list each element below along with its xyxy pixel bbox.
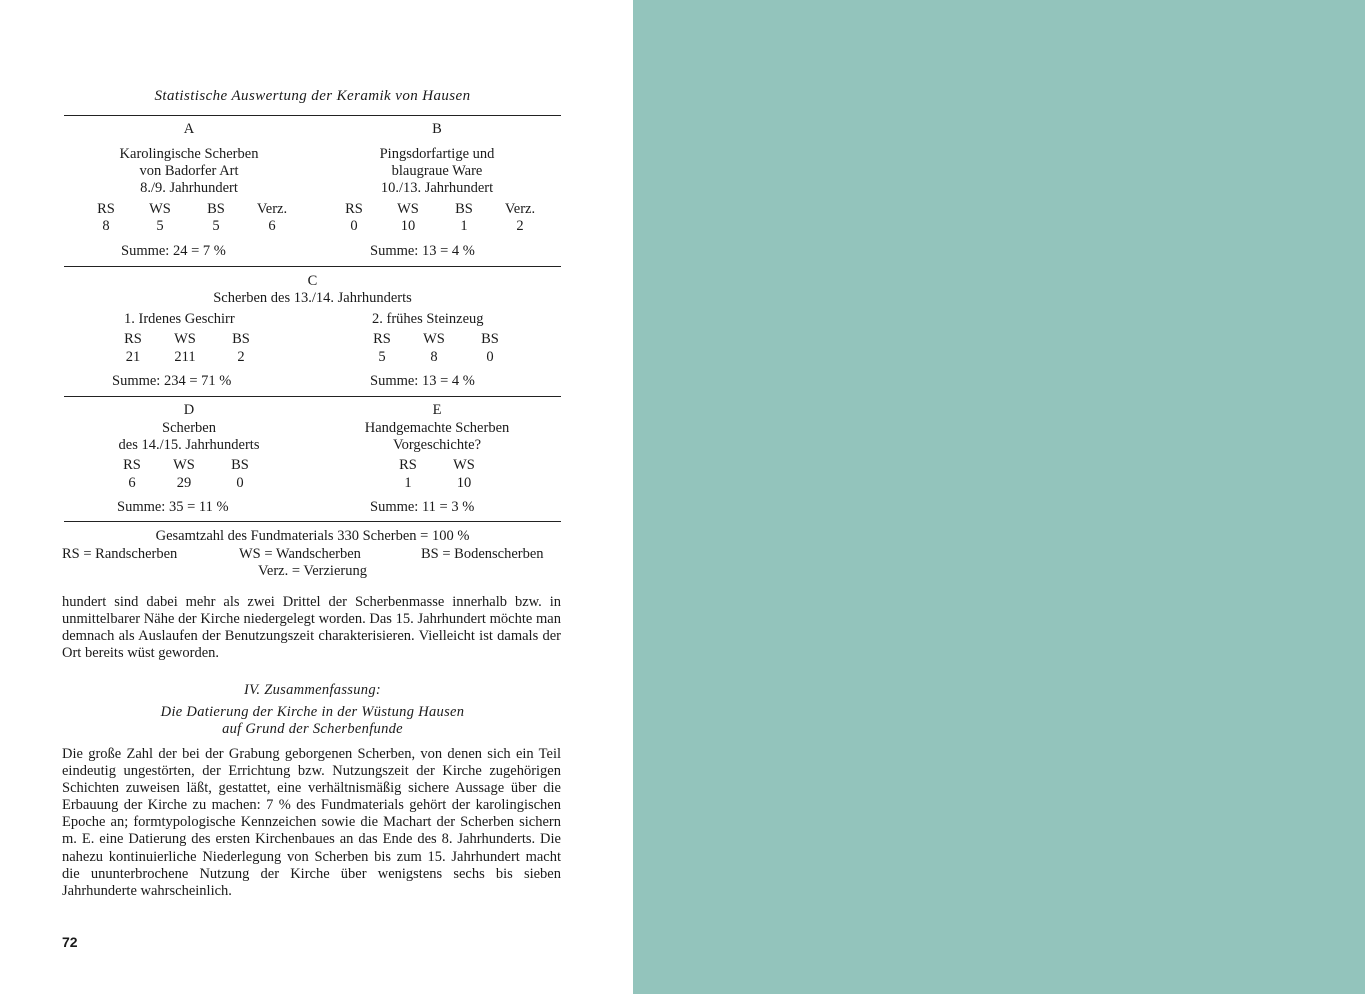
block-a-line: 8./9. Jahrhundert — [140, 180, 238, 196]
block-e-line: Handgemachte Scherben — [364, 420, 510, 436]
block-a-line: von Badorfer Art — [139, 163, 239, 179]
col-header: WS — [397, 201, 419, 217]
block-e-sum: Summe: 11 = 3 % — [370, 499, 475, 515]
block-e-letter: E — [432, 402, 442, 418]
block-a-headers — [80, 201, 300, 218]
col-header: BS — [455, 201, 473, 217]
block-c-right-label: 2. frühes Steinzeug — [372, 311, 484, 327]
block-b-values — [328, 218, 548, 235]
col-header: BS — [232, 331, 250, 347]
total-line: Gesamtzahl des Fundmaterials 330 Scherben = 100 % — [155, 528, 470, 544]
col-header: RS — [124, 331, 142, 347]
block-e-headers — [384, 457, 496, 474]
cell-value: 10 — [456, 475, 472, 491]
block-d-headers — [108, 457, 268, 474]
cell-value: 29 — [176, 475, 192, 491]
cell-value: 6 — [268, 218, 276, 234]
block-c-left-sum: Summe: 234 = 71 % — [112, 373, 232, 389]
legend-verz: Verz. = Verzierung — [258, 563, 367, 579]
paragraph: Die große Zahl der bei der Grabung geborgenen Scherben, von denen sich ein Teil eindeutig ungestörten, der Errichtung bzw. Nutzungszeit der Kirche zugehörigen Schichten zuweisen läßt, gestattet, eine verhältnismäßig sichere Aussage über die Erbauung der Kirche zu machen: 7 % des Fundmaterials gehört der karolingischen Epoche an; formtypologische Kennzeichen sowie die Machart der Scherben sichern m. E. eine Datierung des ersten Kirchenbaues an das Ende des 8. Jahrhunderts. Die nahezu kontinuierliche Niederlegung von Scherben bis zum 15. Jahrhundert macht die ununterbrochene Nutzung der Kirche über wenigstens sechs bis sieben Jahrhunderte wahrscheinlich. — [62, 746, 561, 899]
page-number: 72 — [62, 934, 78, 950]
col-header: WS — [149, 201, 171, 217]
cell-value: 5 — [212, 218, 220, 234]
cell-value: 5 — [378, 349, 386, 365]
block-b-sum: Summe: 13 = 4 % — [370, 243, 475, 259]
divider — [64, 115, 561, 116]
col-header: WS — [453, 457, 475, 473]
book-page — [0, 0, 633, 994]
block-c-left-values — [109, 349, 269, 366]
block-c-left-label: 1. Irdenes Geschirr — [124, 311, 235, 327]
cell-value: 1 — [460, 218, 468, 234]
cell-value: 0 — [350, 218, 358, 234]
col-header: WS — [174, 331, 196, 347]
cell-value: 21 — [125, 349, 141, 365]
col-header: BS — [231, 457, 249, 473]
block-c-right-headers — [358, 331, 518, 348]
block-d-values — [108, 475, 268, 492]
col-header: WS — [423, 331, 445, 347]
block-b-line: 10./13. Jahrhundert — [380, 180, 494, 196]
block-e-line: Vorgeschichte? — [392, 437, 482, 453]
legend-rs: RS = Randscherben — [62, 546, 178, 562]
legend-ws: WS = Wandscherben — [239, 546, 361, 562]
divider — [64, 266, 561, 267]
block-c-right-values — [358, 349, 518, 366]
cell-value: 0 — [486, 349, 494, 365]
cell-value: 6 — [128, 475, 136, 491]
block-c-letter: C — [307, 273, 318, 289]
cell-value: 10 — [400, 218, 416, 234]
block-d-line: des 14./15. Jahrhunderts — [118, 437, 260, 453]
block-d-line: Scherben — [162, 420, 216, 436]
divider — [64, 396, 561, 397]
cell-value: 5 — [156, 218, 164, 234]
block-b-letter: B — [432, 121, 442, 137]
cell-value: 8 — [430, 349, 438, 365]
col-header: RS — [97, 201, 115, 217]
col-header: RS — [345, 201, 363, 217]
block-d-sum: Summe: 35 = 11 % — [117, 499, 229, 515]
block-b-line: blaugraue Ware — [391, 163, 483, 179]
section-subheading: Die Datierung der Kirche in der Wüstung Hausen — [160, 704, 465, 720]
block-c-subtitle: Scherben des 13./14. Jahrhunderts — [213, 290, 412, 306]
block-c-right-sum: Summe: 13 = 4 % — [370, 373, 475, 389]
col-header: WS — [173, 457, 195, 473]
divider — [64, 521, 561, 522]
block-b-line: Pingsdorfartige und — [379, 146, 495, 162]
col-header: RS — [373, 331, 391, 347]
cell-value: 0 — [236, 475, 244, 491]
paragraph: hundert sind dabei mehr als zwei Drittel der Scherbenmasse innerhalb bzw. in unmittelbarer Nähe der Kirche niedergelegt worden. Das 15. Jahrhundert möchte man demnach als Auslaufen der Benutzungszeit charakterisieren. Vielleicht ist damals der Ort bereits wüst geworden. — [62, 594, 561, 662]
legend-bs: BS = Bodenscherben — [421, 546, 544, 562]
table-title: Statistische Auswertung der Keramik von Hausen — [154, 88, 471, 104]
col-header: BS — [207, 201, 225, 217]
block-a-values — [80, 218, 300, 235]
section-subheading: auf Grund der Scherbenfunde — [222, 721, 403, 737]
block-a-sum: Summe: 24 = 7 % — [121, 243, 226, 259]
col-header: RS — [123, 457, 141, 473]
background-panel — [633, 0, 1365, 994]
section-heading: IV. Zusammenfassung: — [243, 682, 382, 698]
col-header: Verz. — [504, 201, 536, 217]
cell-value: 211 — [174, 349, 196, 365]
block-a-letter: A — [183, 121, 195, 137]
cell-value: 2 — [516, 218, 524, 234]
block-e-values — [384, 475, 496, 492]
block-d-letter: D — [183, 402, 195, 418]
col-header: BS — [481, 331, 499, 347]
cell-value: 1 — [404, 475, 412, 491]
block-b-headers — [328, 201, 548, 218]
cell-value: 8 — [102, 218, 110, 234]
block-a-line: Karolingische Scherben — [119, 146, 259, 162]
block-c-left-headers — [109, 331, 269, 348]
cell-value: 2 — [237, 349, 245, 365]
col-header: Verz. — [256, 201, 288, 217]
col-header: RS — [399, 457, 417, 473]
